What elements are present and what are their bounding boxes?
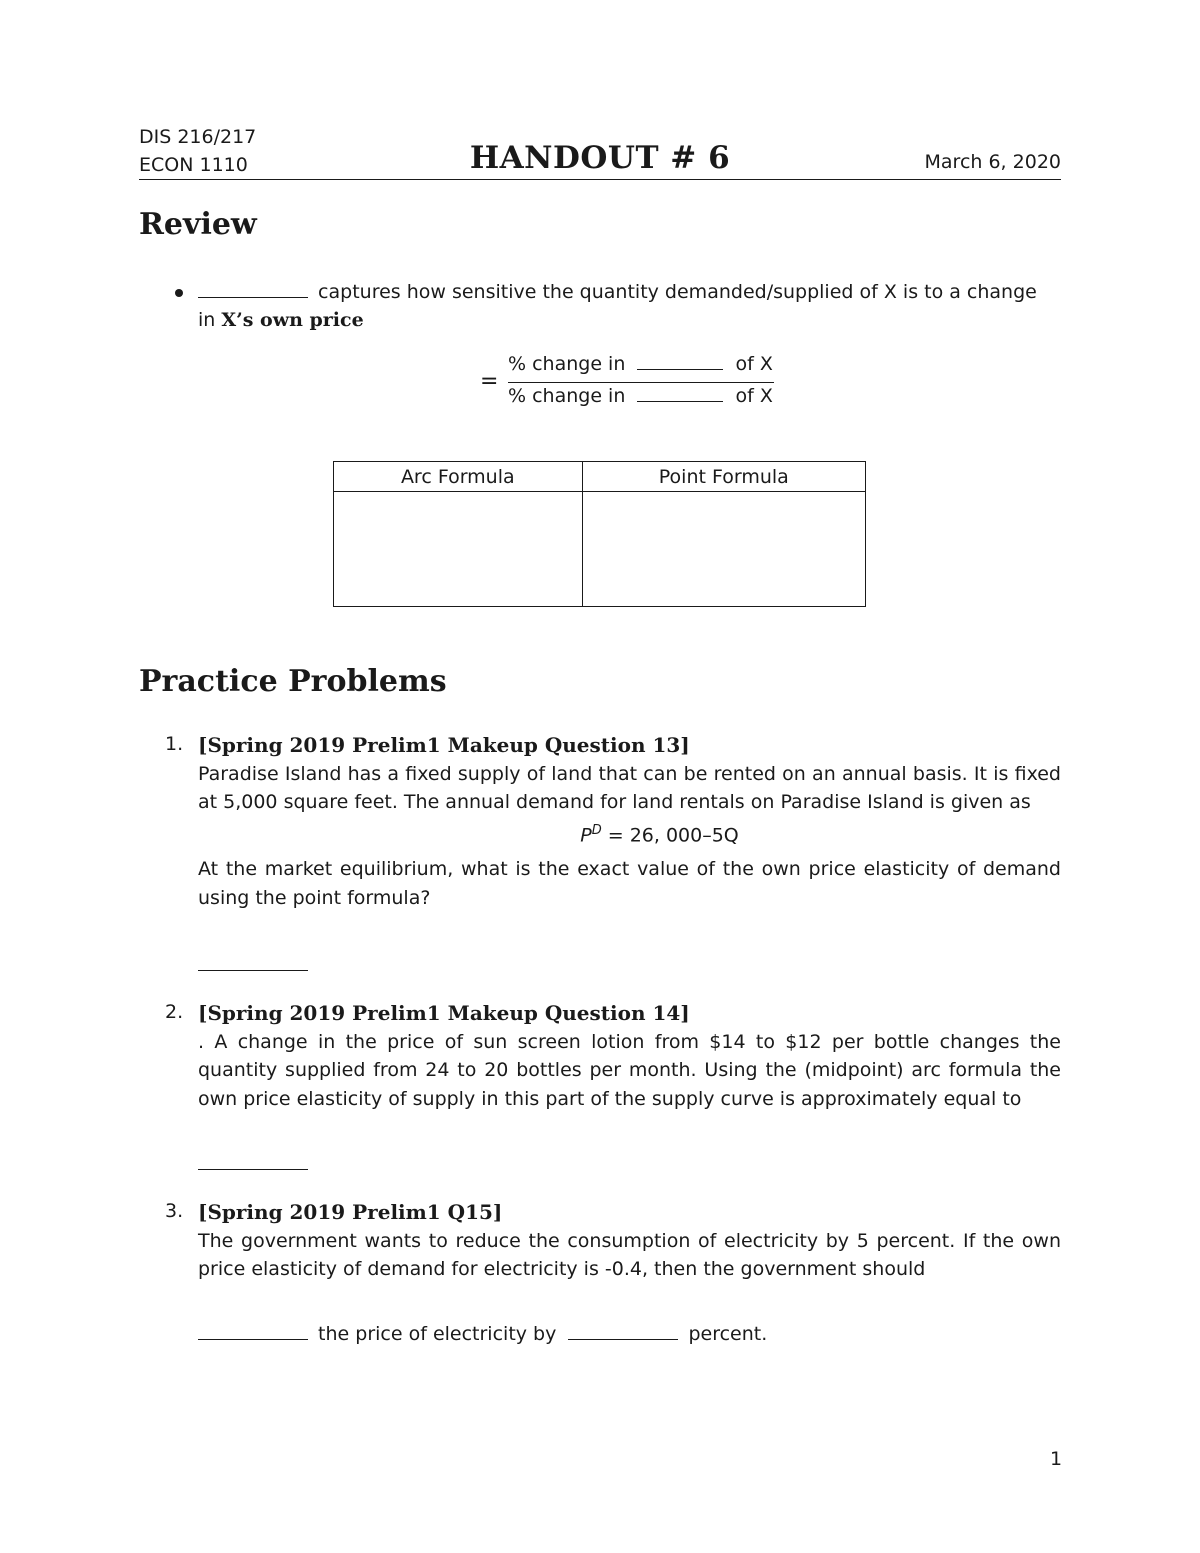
- practice-heading: Practice Problems: [139, 664, 447, 699]
- numerator-prefix: % change in: [508, 353, 626, 375]
- denominator-blank: [637, 400, 723, 402]
- bullet-bold: X’s own price: [221, 309, 364, 331]
- bullet-text-2: in: [198, 309, 216, 331]
- formula-table: [333, 461, 866, 607]
- fraction-denominator: [508, 385, 773, 407]
- problem-2-text: . A change in the price of sun screen lotion from $14 to $12 per bottle changes the quantity supplied from 24 to 20 bottles per month. Using the (midpoint) arc formula the own price elasticity of supply in this part of the supply curve is approximately equal to: [198, 1030, 1061, 1110]
- problem-3-title: [Spring 2019 Prelim1 Q15]: [198, 1200, 503, 1224]
- problem-1: [198, 731, 1061, 912]
- problem-3-number: 3.: [165, 1200, 184, 1222]
- answer-blank: [198, 296, 308, 298]
- percent-blank: [568, 1338, 678, 1340]
- numerator-blank: [637, 368, 723, 370]
- table-header-row: [334, 462, 866, 492]
- denominator-prefix: % change in: [508, 385, 626, 407]
- answer-end-text: percent.: [688, 1323, 768, 1345]
- fraction-numerator: [508, 353, 773, 375]
- review-bullet: [198, 278, 1061, 334]
- problem-2: [198, 999, 1061, 1113]
- problem-2-title: [Spring 2019 Prelim1 Makeup Question 14]: [198, 1001, 690, 1025]
- point-formula-header: Point Formula: [582, 462, 865, 492]
- problem-3-answer-line: [198, 1323, 767, 1345]
- problem-3: [198, 1198, 1061, 1284]
- header-rule: [139, 179, 1061, 180]
- direction-blank: [198, 1338, 308, 1340]
- handout-date: March 6, 2020: [924, 151, 1061, 173]
- formula-rest: = 26, 000–5Q: [601, 823, 739, 846]
- handout-title: HANDOUT # 6: [469, 140, 731, 176]
- bullet-text: captures how sensitive the quantity demanded/supplied of X is to a change: [318, 281, 1037, 303]
- formula-p: P: [580, 823, 592, 846]
- course-line-1: DIS 216/217: [139, 126, 257, 148]
- equals-sign: =: [480, 369, 499, 394]
- problem-1-answer-blank: [198, 970, 308, 971]
- problem-2-answer-blank: [198, 1169, 308, 1170]
- arc-formula-cell: [334, 492, 583, 607]
- problem-1-text: Paradise Island has a fixed supply of land that can be rented on an annual basis. It is fixed at 5,000 square feet. The annual demand for land rentals on Paradise Island is given as: [198, 762, 1061, 813]
- problem-2-number: 2.: [165, 1001, 184, 1023]
- denominator-suffix: of X: [735, 385, 773, 407]
- bullet-icon: [175, 289, 183, 297]
- review-heading: Review: [139, 207, 257, 242]
- problem-1-number: 1.: [165, 733, 184, 755]
- fraction-bar: [508, 382, 774, 383]
- demand-formula: [198, 817, 1061, 850]
- point-formula-cell: [582, 492, 865, 607]
- table-row: [334, 492, 866, 607]
- course-line-2: ECON 1110: [139, 154, 248, 176]
- problem-1-title: [Spring 2019 Prelim1 Makeup Question 13]: [198, 733, 690, 757]
- page-number: 1: [1050, 1448, 1063, 1470]
- formula-sup: D: [591, 822, 602, 838]
- arc-formula-header: Arc Formula: [334, 462, 583, 492]
- numerator-suffix: of X: [735, 353, 773, 375]
- problem-1-question: At the market equilibrium, what is the exact value of the own price elasticity of demand using the point formula?: [198, 858, 1061, 909]
- answer-mid-text: the price of electricity by: [318, 1323, 557, 1345]
- problem-3-text: The government wants to reduce the consumption of electricity by 5 percent. If the own price elasticity of demand for electricity is -0.4, then the government should: [198, 1229, 1061, 1280]
